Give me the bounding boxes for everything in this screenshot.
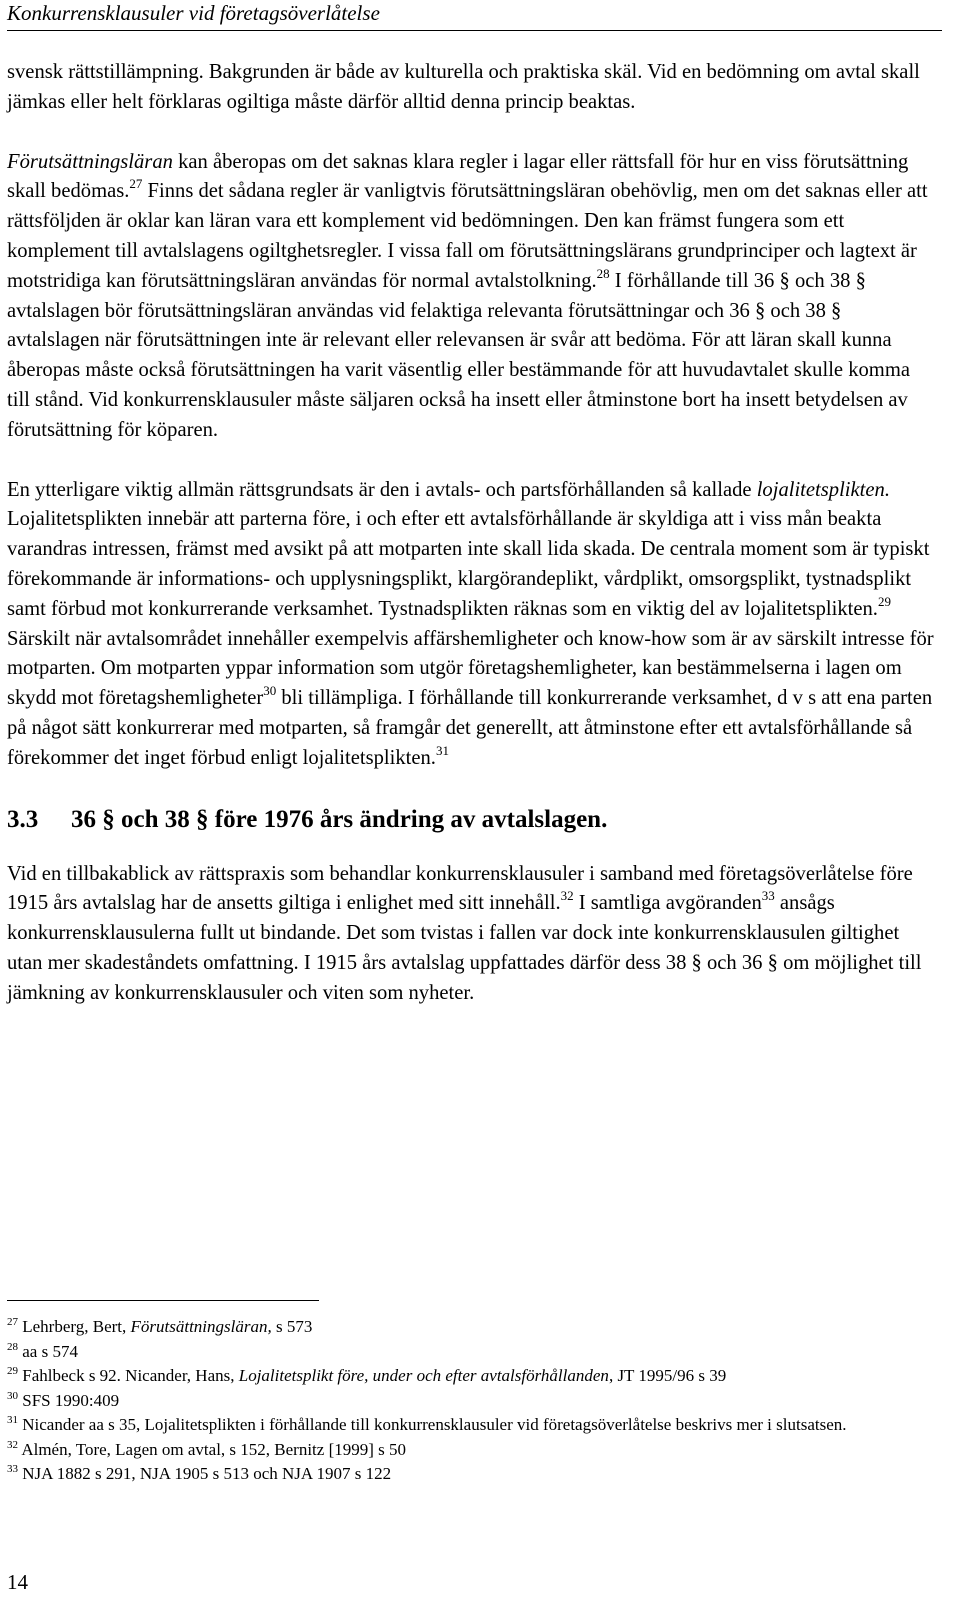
italic-term: Förutsättningsläran bbox=[7, 150, 173, 173]
footnotes bbox=[7, 1315, 937, 1487]
footnote-text: aa s 574 bbox=[22, 1341, 78, 1361]
footnote bbox=[7, 1315, 937, 1340]
footnote-ref: 31 bbox=[435, 742, 449, 758]
footnote-italic: Förutsättningsläran, bbox=[130, 1317, 272, 1336]
footnote-text: s 573 bbox=[271, 1317, 313, 1336]
paragraph-text: I förhållande till 36 § och 38 § avtalslagen bör förutsättningsläran användas vid felaktiga relevanta förutsättningar och 36 § och 38 § avtalslagen när förutsättningen inte är relevant eller relevansen är svår att bedöma. För att läran skall kunna åberopas måste också förutsättningen ha varit väsentlig eller bestämmande för att huvudavtalet skulle komma till stånd. Vid konkurrensklausuler måste säljaren också ha insett eller åtminstone bort ha insett betydelsen av förutsättning för köparen. bbox=[7, 269, 910, 441]
paragraph-4 bbox=[7, 860, 937, 1009]
paragraph-text: Vid en tillbakablick av rättspraxis som behandlar konkurrensklausuler i samband med företagsöverlåtelse före 1915 års avtalslag har de ansetts giltiga i enlighet med sitt innehåll. bbox=[7, 862, 913, 915]
footnote bbox=[7, 1389, 937, 1414]
footnote-italic: Lojalitetsplikt före, under och efter avtalsförhållanden bbox=[238, 1366, 609, 1385]
page-number: 14 bbox=[7, 1570, 28, 1594]
footnote-text: Almén, Tore, Lagen om avtal, s 152, Bernitz [1999] s 50 bbox=[21, 1439, 407, 1459]
paragraph-text: I samtliga avgöranden bbox=[573, 892, 762, 915]
footnote-separator bbox=[7, 1300, 319, 1301]
footnote-number: 27 bbox=[7, 1316, 18, 1328]
footnote bbox=[7, 1438, 937, 1463]
section-title: 36 § och 38 § före 1976 års ändring av avtalslagen. bbox=[71, 805, 608, 833]
section-heading bbox=[7, 804, 937, 836]
paragraph-text: bli tillämpliga. I förhållande till konkurrerande verksamhet, d v s att ena parten på något sätt konkurrerar med motparten, så framgår det generellt, att åtminstone efter ett avtalsförhållande så förekommer det inget förbud enligt lojalitetsplikten. bbox=[7, 687, 933, 769]
paragraph-1 bbox=[7, 58, 937, 118]
footnote-ref: 33 bbox=[761, 888, 775, 904]
footnote-number: 32 bbox=[7, 1438, 18, 1451]
footnote-number: 30 bbox=[7, 1389, 18, 1402]
header-title: Konkurrensklausuler vid företagsöverlåtelse bbox=[7, 1, 380, 25]
footnote-number: 33 bbox=[7, 1463, 18, 1475]
footnote-text: Fahlbeck s 92. Nicander, Hans, bbox=[22, 1366, 239, 1385]
paragraph-text: kan åberopas om det saknas klara regler i lagar eller rättsfall för hur en viss förutsättning skall bedömas. bbox=[7, 150, 909, 203]
paragraph-3 bbox=[7, 476, 937, 774]
paragraph-text: Särskilt när avtalsområdet innehåller exempelvis affärshemligheter och know-how som är av särskilt intresse för motparten. Om motparten yppar information som utgör företagshemligheter, kan bestämmelserna i lagen om skydd mot företagshemligheter bbox=[7, 627, 934, 710]
paragraph-text: Finns det sådana regler är vanligtvis förutsättningsläran obehövlig, men om det saknas eller att rättsföljden är oklar kan läran vara ett komplement vid bedömningen. Den kan främst fungera som ett komplement till avtalslagens ogiltghetsregler. I vissa fall om förutsättningslärans grundprinciper och lagtext är motstridiga kan förutsättningsläran användas för normal avtalstolkning. bbox=[7, 180, 928, 292]
main-text bbox=[7, 58, 937, 1039]
footnote-number: 28 bbox=[7, 1340, 18, 1353]
running-header bbox=[7, 0, 942, 31]
footnote-text: SFS 1990:409 bbox=[22, 1390, 120, 1410]
italic-term: lojalitetsplikten. bbox=[756, 478, 890, 501]
footnote bbox=[7, 1413, 937, 1438]
footnote-number: 29 bbox=[7, 1365, 18, 1377]
paragraph-text: ansågs konkurrensklausulerna fullt ut bindande. Det som tvistas i fallen var dock inte konkurrensklausulen giltighet utan mer skadeståndets omfattning. I 1915 års avtalslag uppfattades därför dess 38 § och 36 § om möjlighet till jämkning av konkurrensklausuler och viten som nyheter. bbox=[7, 892, 922, 1004]
footnote-text: Nicander aa s 35, Lojalitetsplikten i förhållande till konkurrensklausuler vid företagsöverlåtelse beskrivs mer i slutsatsen. bbox=[22, 1415, 847, 1434]
footnote-text: NJA 1882 s 291, NJA 1905 s 513 och NJA 1907 s 122 bbox=[22, 1464, 392, 1483]
paragraph-2 bbox=[7, 148, 937, 446]
footnote-ref: 32 bbox=[560, 888, 574, 904]
footnote-number: 31 bbox=[7, 1414, 18, 1426]
footnote-ref: 28 bbox=[596, 265, 610, 281]
section-number: 3.3 bbox=[7, 805, 39, 833]
footnote-text: Lehrberg, Bert, bbox=[22, 1317, 131, 1336]
footnote-ref: 27 bbox=[129, 176, 143, 192]
paragraph-text: En ytterligare viktig allmän rättsgrundsats är den i avtals- och partsförhållanden så kallade bbox=[7, 478, 757, 501]
footnote-ref: 30 bbox=[263, 683, 277, 699]
footnote bbox=[7, 1340, 937, 1365]
footnote bbox=[7, 1364, 937, 1389]
paragraph-text: Lojalitetsplikten innebär att parterna före, i och efter ett avtalsförhållande är skyldiga att i viss mån beakta varandras intressen, främst med avsikt på att motparten inte skall lida skada. De centrala moment som är typiskt förekommande är informations- och upplysningsplikt, klargörandeplikt, vårdplikt, omsorgsplikt, tystnadsplikt samt förbud mot konkurrerande verksamhet. Tystnadsplikten räknas som en viktig del av lojalitetsplikten. bbox=[7, 508, 930, 620]
paragraph-text: svensk rättstillämpning. Bakgrunden är både av kulturella och praktiska skäl. Vid en bedömning om avtal skall jämkas eller helt förklaras ogiltiga måste därför alltid denna princip beaktas. bbox=[7, 61, 920, 113]
footnote-text: , JT 1995/96 s 39 bbox=[608, 1366, 727, 1385]
footnote bbox=[7, 1462, 937, 1487]
footnote-ref: 29 bbox=[877, 593, 891, 609]
